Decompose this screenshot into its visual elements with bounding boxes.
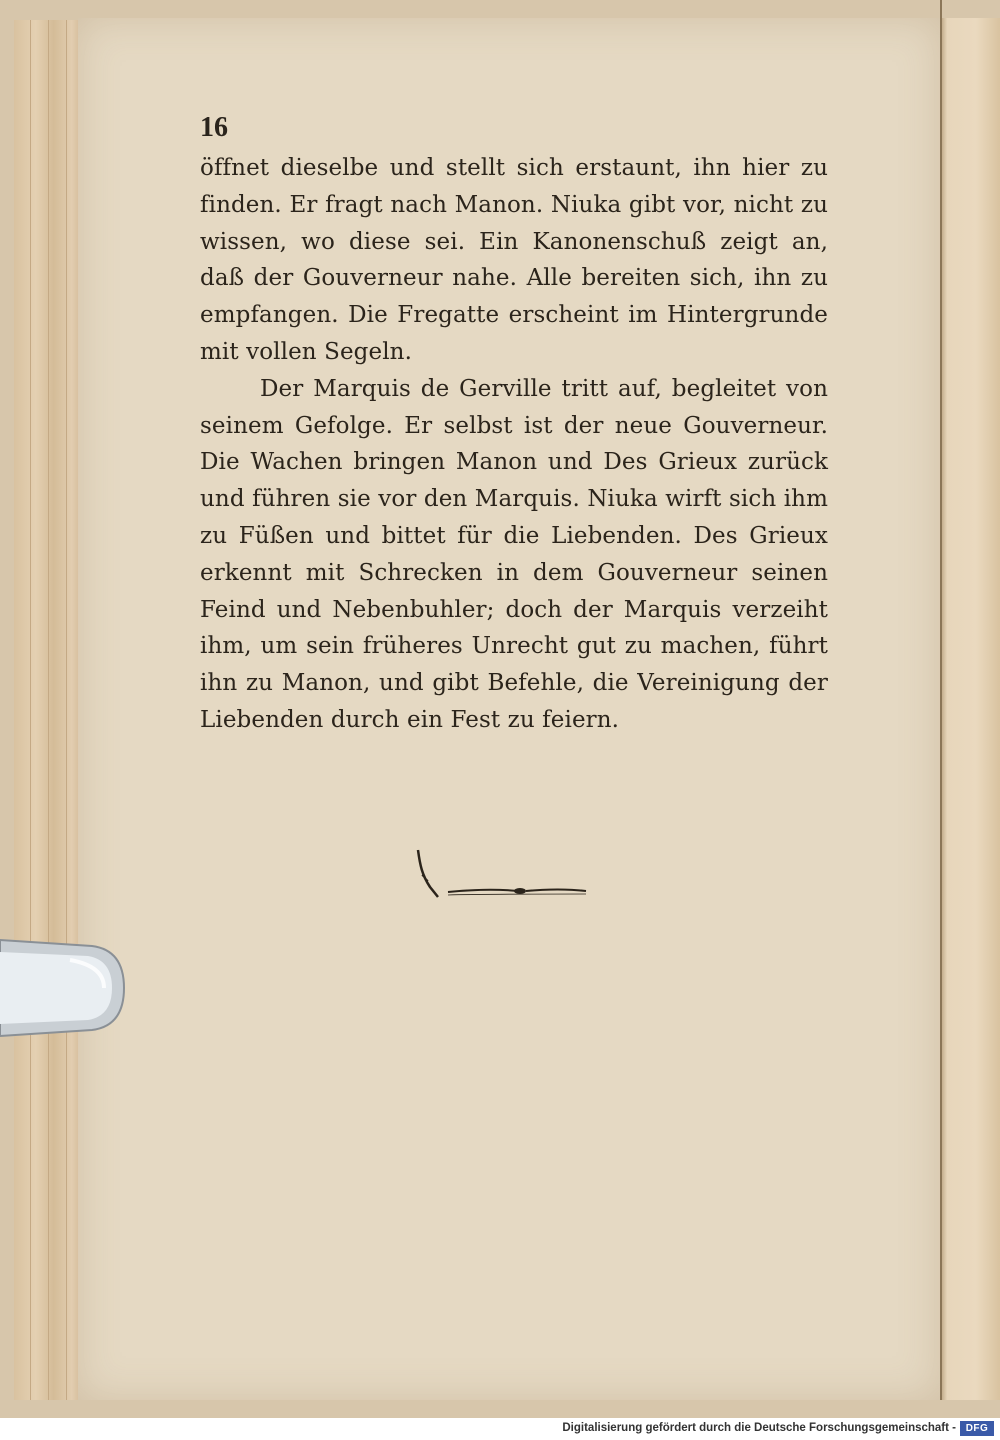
- page-number: 16: [200, 112, 228, 143]
- page-stack-line: [66, 20, 67, 1400]
- funding-credit: Digitalisierung gefördert durch die Deutsche Forschungsgemeinschaft -: [562, 1422, 956, 1434]
- next-page-edge: [940, 18, 1000, 1400]
- page-stack-line: [30, 20, 31, 1400]
- page-stack-edge: [14, 20, 87, 1400]
- body-text: [200, 150, 828, 739]
- ornament-divider: [408, 845, 598, 920]
- page-fold-line: [940, 0, 942, 1400]
- footer-bar: [0, 1418, 1000, 1440]
- dfg-logo: DFG: [960, 1421, 994, 1436]
- paragraph-2: Der Marquis de Gerville tritt auf, begleitet von seinem Gefolge. Er selbst ist der neue Gouverneur. Die Wachen bringen Manon und Des Grieux zurück und führen sie vor den Marquis. Niuka wirft sich ihm zu Füßen und bittet für die Liebenden. Des Grieux erkennt mit Schrecken in dem Gouverneur seinen Feind und Nebenbuhler; doch der Marquis verzeiht ihm, um sein früheres Unrecht gut zu machen, führt ihn zu Manon, und gibt Befehle, die Vereinigung der Liebenden durch ein Fest zu feiern.: [200, 375, 828, 733]
- paragraph-1: öffnet dieselbe und stellt sich erstaunt, ihn hier zu finden. Er fragt nach Manon. Niuka gibt vor, nicht zu wissen, wo diese sei. Ein Kanonenschuß zeigt an, daß der Gouverneur nahe. Alle bereiten sich, ihn zu empfangen. Die Fregatte erscheint im Hintergrunde mit vollen Segeln.: [200, 155, 828, 365]
- scanner-clip: [0, 938, 128, 1038]
- page-stack-line: [48, 20, 49, 1400]
